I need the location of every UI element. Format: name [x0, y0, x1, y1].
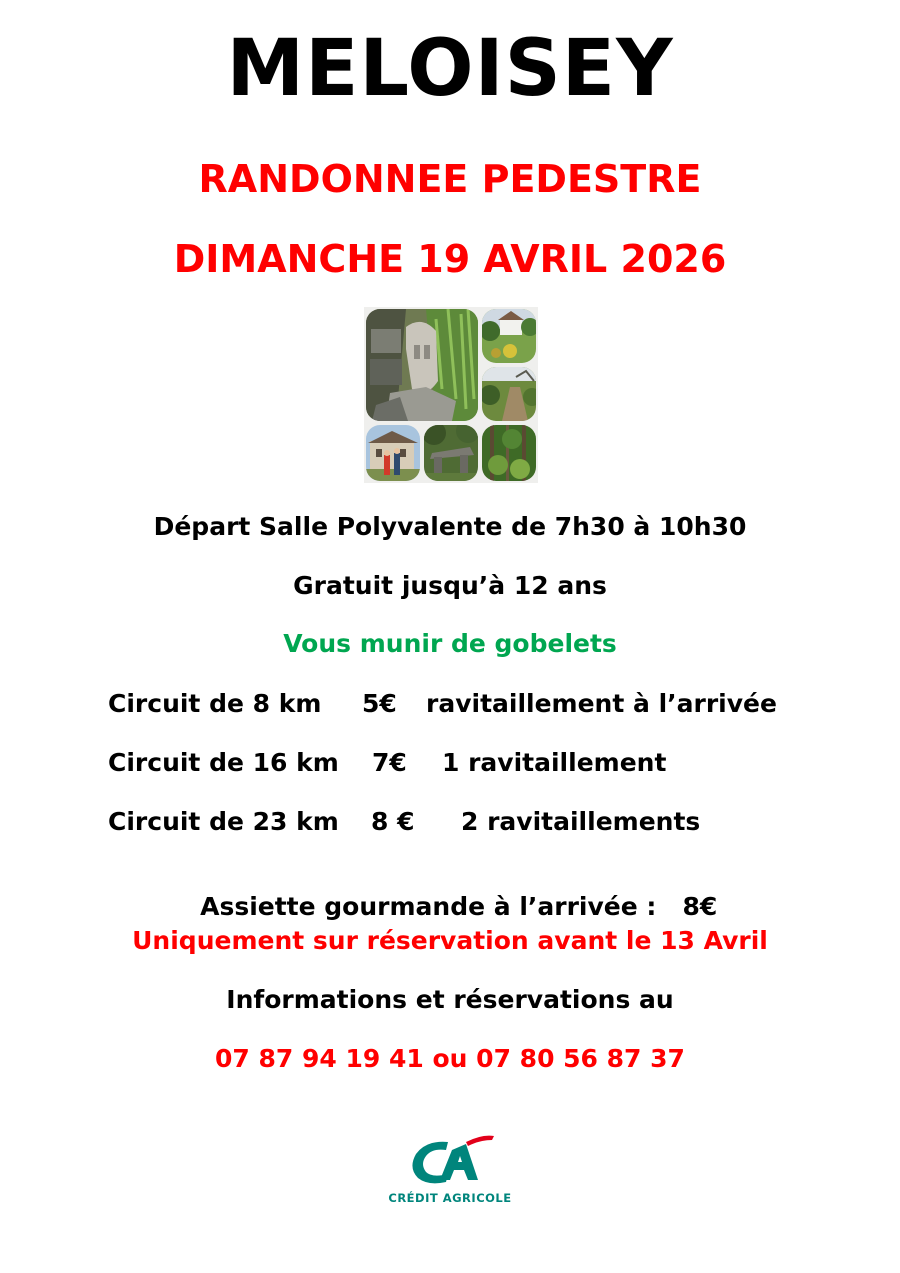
- event-date: DIMANCHE 19 AVRIL 2026: [173, 237, 727, 281]
- circuit-row: [108, 750, 808, 780]
- free-age-info: Gratuit jusqu’à 12 ans: [293, 571, 607, 600]
- circuit-name: Circuit de 8 km: [108, 689, 322, 718]
- circuit-row: [108, 809, 808, 839]
- walkers-photo: [366, 425, 420, 481]
- forest-photo: [482, 425, 536, 481]
- garden-path-photo: [482, 367, 536, 421]
- event-subtitle: RANDONNEE PEDESTRE: [198, 157, 702, 201]
- departure-info: Départ Salle Polyvalente de 7h30 à 10h30: [153, 512, 747, 541]
- photo-collage: [364, 307, 538, 483]
- sponsor-name: CRÉDIT AGRICOLE: [388, 1191, 512, 1205]
- circuit-price: 7€: [372, 748, 407, 777]
- circuit-supply: 1 ravitaillement: [442, 748, 667, 777]
- contact-label: Informations et réservations au: [226, 985, 674, 1014]
- circuit-name: Circuit de 16 km: [108, 748, 339, 777]
- circuit-price: 5€: [362, 689, 397, 718]
- house-garden-photo: [482, 309, 536, 363]
- cups-reminder: Vous munir de gobelets: [283, 629, 617, 658]
- circuit-name: Circuit de 23 km: [108, 807, 339, 836]
- circuit-price: 8 €: [371, 807, 415, 836]
- phone-numbers: 07 87 94 19 41 ou 07 80 56 87 37: [215, 1044, 685, 1073]
- meal-label: Assiette gourmande à l’arrivée :: [200, 892, 657, 921]
- meal-info: [0, 869, 900, 919]
- circuit-row: [108, 691, 808, 721]
- statue-photo: [366, 309, 478, 421]
- stone-monument-photo: [424, 425, 478, 481]
- circuit-supply: ravitaillement à l’arrivée: [426, 689, 777, 718]
- circuit-supply: 2 ravitaillements: [461, 807, 701, 836]
- meal-price: 8€: [682, 892, 718, 921]
- reservation-deadline: Uniquement sur réservation avant le 13 Avril: [132, 926, 768, 955]
- page-title: MELOISEY: [226, 24, 674, 114]
